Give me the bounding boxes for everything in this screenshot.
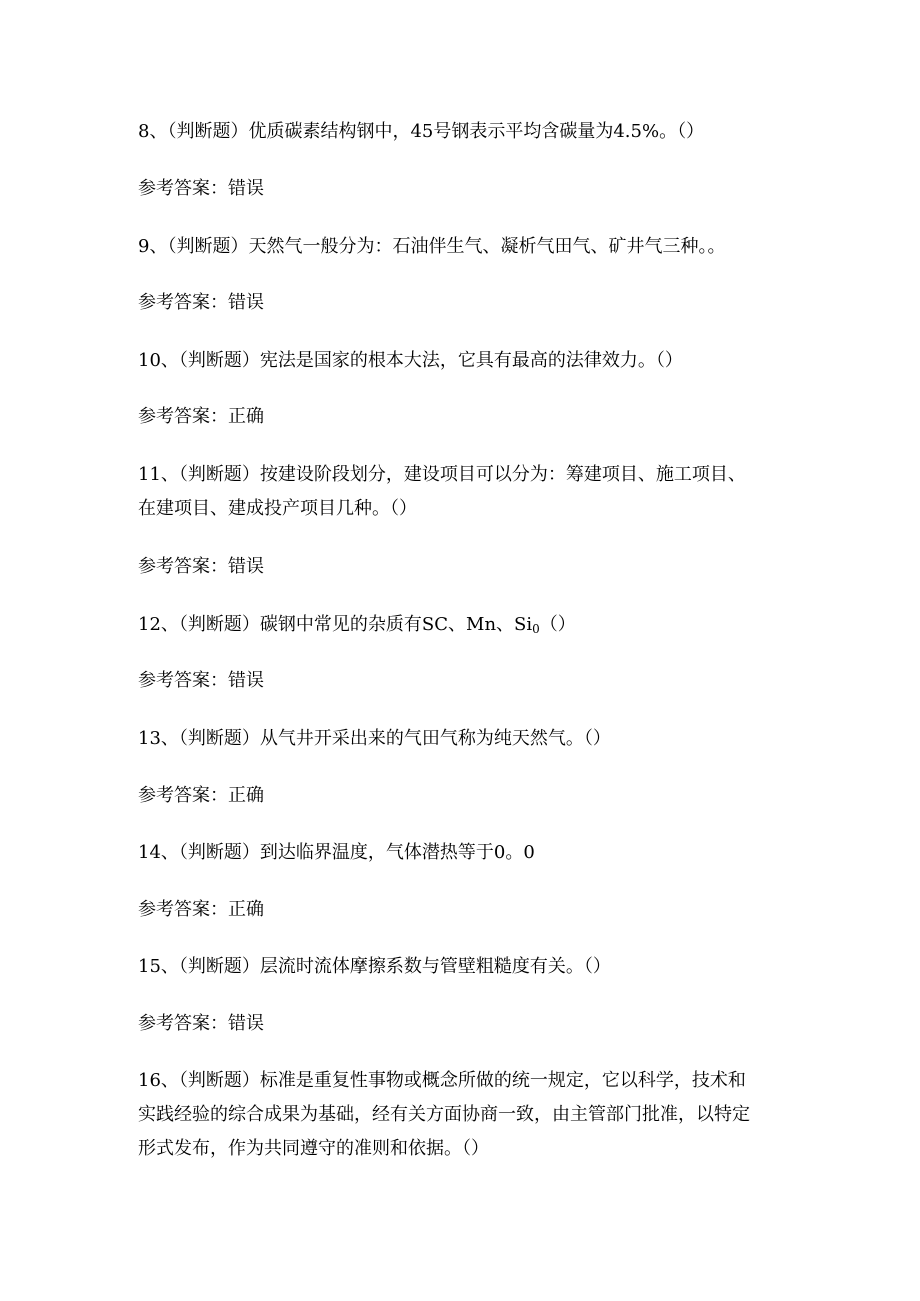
question-15	[138, 955, 611, 979]
question-number: 12、	[138, 614, 179, 635]
question-type: （判断题）	[167, 121, 249, 142]
question-text: 宪法是国家的根本大法，它具有最高的法律效力。（）	[259, 350, 683, 371]
answer-value: 正确	[228, 899, 264, 920]
question-text: 天然气一般分为：石油伴生气、凝析气田气、矿井气三种。。	[248, 236, 726, 257]
question-number: 15、	[138, 956, 179, 977]
question-16-continued-1	[138, 1103, 750, 1127]
answer-value: 错误	[228, 292, 264, 313]
question-10	[138, 349, 683, 373]
question-text: 碳钢中常见的杂质有SC、Mn、Si	[259, 614, 533, 635]
question-16	[138, 1069, 746, 1093]
answer-value: 正确	[228, 406, 264, 427]
question-text: 优质碳素结构钢中，45号钢表示平均含碳量为4.5%。（）	[248, 121, 705, 142]
question-12	[138, 613, 576, 637]
question-number: 14、	[138, 842, 179, 863]
question-text: 到达临界温度，气体潜热等于0。0	[259, 842, 535, 863]
question-number: 16、	[138, 1070, 179, 1091]
answer-label: 参考答案：	[138, 406, 228, 427]
question-type: （判断题）	[167, 236, 249, 257]
question-13	[138, 727, 611, 751]
answer-label: 参考答案：	[138, 785, 228, 806]
question-text-line1: 按建设阶段划分，建设项目可以分为：筹建项目、施工项目、	[259, 464, 746, 485]
question-11-continued	[138, 497, 417, 521]
question-number: 11、	[138, 464, 179, 485]
answer-13	[138, 784, 264, 808]
question-text-line2: 实践经验的综合成果为基础，经有关方面协商一致，由主管部门批准，以特定	[138, 1104, 750, 1125]
question-text-line2: 在建项目、建成投产项目几种。（）	[138, 498, 417, 519]
question-text: 从气井开采出来的气田气称为纯天然气。（）	[259, 728, 611, 749]
answer-10	[138, 405, 264, 429]
question-8	[138, 120, 704, 144]
answer-value: 错误	[228, 556, 264, 577]
question-type: （判断题）	[178, 728, 260, 749]
answer-label: 参考答案：	[138, 899, 228, 920]
subscript-text: 0	[532, 622, 540, 636]
answer-11	[138, 555, 264, 579]
answer-12	[138, 669, 264, 693]
question-16-continued-2	[138, 1137, 489, 1161]
question-number: 9、	[138, 236, 168, 257]
question-type: （判断题）	[178, 842, 260, 863]
answer-value: 错误	[228, 178, 264, 199]
answer-value: 错误	[228, 1013, 264, 1034]
question-number: 10、	[138, 350, 179, 371]
question-text-line3: 形式发布，作为共同遵守的准则和依据。（）	[138, 1138, 489, 1159]
question-type: （判断题）	[178, 614, 260, 635]
answer-label: 参考答案：	[138, 178, 228, 199]
answer-value: 正确	[228, 785, 264, 806]
question-type: （判断题）	[178, 1070, 260, 1091]
answer-8	[138, 177, 264, 201]
answer-9	[138, 291, 264, 315]
question-type: （判断题）	[178, 956, 260, 977]
question-type: （判断题）	[178, 350, 260, 371]
answer-value: 错误	[228, 670, 264, 691]
question-text-line1: 标准是重复性事物或概念所做的统一规定，它以科学，技术和	[259, 1070, 746, 1091]
question-14	[138, 841, 535, 865]
question-text-suffix: （）	[539, 614, 576, 635]
answer-label: 参考答案：	[138, 556, 228, 577]
answer-14	[138, 898, 264, 922]
answer-label: 参考答案：	[138, 1013, 228, 1034]
answer-label: 参考答案：	[138, 670, 228, 691]
question-type: （判断题）	[178, 464, 260, 485]
question-text: 层流时流体摩擦系数与管壁粗糙度有关。（）	[259, 956, 611, 977]
answer-label: 参考答案：	[138, 292, 228, 313]
question-number: 13、	[138, 728, 179, 749]
question-11	[138, 463, 746, 487]
question-number: 8、	[138, 121, 168, 142]
answer-15	[138, 1012, 264, 1036]
question-9	[138, 235, 725, 259]
